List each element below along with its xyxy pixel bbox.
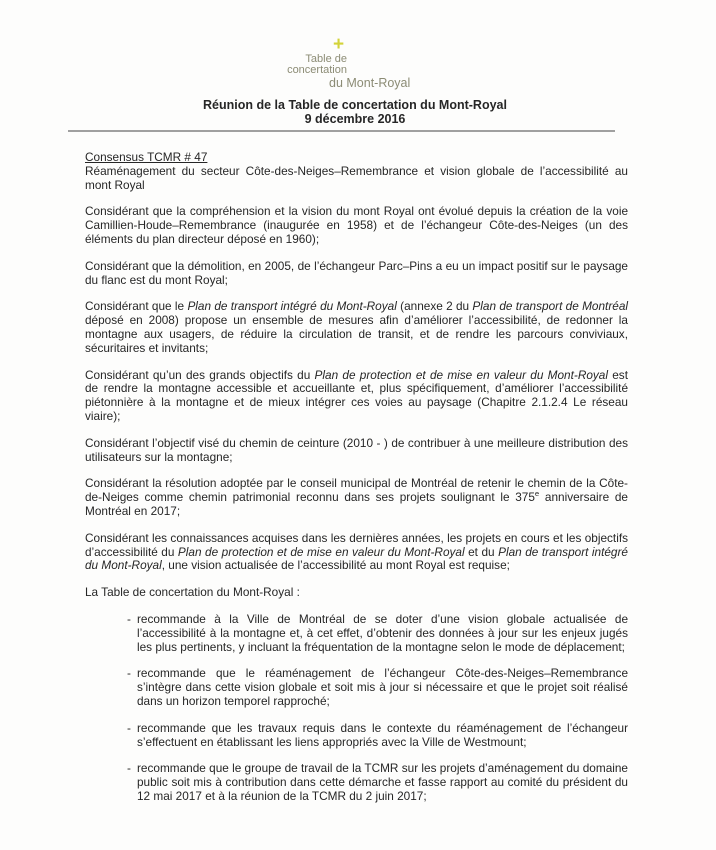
recommendation-item xyxy=(127,762,628,803)
considerant-paragraph: Considérant que la démolition, en 2005, de l’échangeur Parc–Pins a eu un impact positif sur le paysage du flanc est du mont Royal; xyxy=(85,258,628,287)
considerant-paragraph: Considérant que le Plan de transport intégré du Mont-Royal (annexe 2 du Plan de transport de Montréal déposé en 2008) propose un ensemble de mesures afin d’améliorer l’accessibilité, de redonner la montagne aux usagers, de réduire la circulation de transit, et de rendre les parcours conviviaux, sécuritaires et invitants; xyxy=(85,299,628,355)
document-body xyxy=(85,151,628,817)
recommendation-item xyxy=(127,613,628,654)
recommendation-item xyxy=(127,667,628,708)
bullet-dash: - xyxy=(127,666,131,681)
recommendations-list xyxy=(85,613,628,804)
considerant-paragraph: Considérant l’objectif visé du chemin de ceinture (2010 - ) de contribuer à une meilleure distribution des utilisateurs sur la montagne; xyxy=(85,435,628,464)
consensus-heading: Consensus TCMR # 47 xyxy=(85,150,208,164)
intro-line: La Table de concertation du Mont-Royal : xyxy=(85,585,300,600)
recommendation-text: recommande à la Ville de Montréal de se doter d’une vision globale actualisée de l’accessibilité à la montagne et, à cet effet, d’obtenir des données à jour sur les enjeux jugés les plus pertinents, y incluant la fréquentation de la montagne selon le mode de déplacement; xyxy=(137,611,628,654)
considerant-paragraph: Considérant les connaissances acquises dans les dernières années, les projets en cours et les objectifs d’accessibilité du Plan de protection et de mise en valeur du Mont-Royal et du Plan de transport intégré du Mont-Royal, une vision actualisée de l’accessibilité au mont Royal est requise; xyxy=(85,530,628,573)
considerant-paragraph: Considérant qu’un des grands objectifs du Plan de protection et de mise en valeur du Mont-Royal est de rendre la montagne accessible et accueillante et, plus spécifiquement, d’améliorer l’accessibilité piétonnière à la montagne et de mieux intégrer ces voies au paysage (Chapitre 2.1.2.4 Le réseau viaire); xyxy=(85,367,628,423)
recommendation-text: recommande que les travaux requis dans le contexte du réaménagement de l’échangeur s’effectuent en établissant les liens appropriés avec la Ville de Westmount; xyxy=(137,720,628,749)
bullet-dash: - xyxy=(127,720,131,735)
bullet-dash: - xyxy=(127,761,131,776)
horizontal-rule xyxy=(68,130,615,132)
considerant-paragraphs xyxy=(85,205,628,573)
logo-text-line-3: du Mont-Royal xyxy=(329,76,411,90)
logo-plus-icon: + xyxy=(333,34,345,55)
recommendation-text: recommande que le réaménagement de l’échangeur Côte-des-Neiges–Remembrance s’intègre dans cette vision globale et soit mis à jour si nécessaire et que le projet soit réalisé dans un horizon temporel rapproché; xyxy=(137,666,628,708)
bullet-dash: - xyxy=(127,611,131,626)
logo-text-line-2: concertation xyxy=(287,64,347,76)
logo-text-line-1: Table de xyxy=(305,53,347,65)
meeting-date: 9 décembre 2016 xyxy=(304,112,406,126)
considerant-paragraph: Considérant que la compréhension et la vision du mont Royal ont évolué depuis la création de la voie Camillien-Houde–Remembrance (inaugurée en 1958) et de l’échangeur Côte-des-Neiges (un des éléments du plan directeur déposé en 1960); xyxy=(85,204,628,246)
recommendation-text: recommande que le groupe de travail de la TCMR sur les projets d’aménagement du domaine public soit mis à contribution dans cette démarche et fasse rapport au comité du président du 12 mai 2017 et à la réunion de la TCMR du 2 juin 2017; xyxy=(137,761,628,803)
consensus-subtitle: Réaménagement du secteur Côte-des-Neiges–Remembrance et vision globale de l’accessibilité au mont Royal xyxy=(85,163,628,192)
meeting-title: Réunion de la Table de concertation du Mont-Royal xyxy=(203,98,507,112)
recommendation-item xyxy=(127,722,628,750)
considerant-paragraph: Considérant la résolution adoptée par le conseil municipal de Montréal de retenir le chemin de la Côte-de-Neiges comme chemin patrimonial reconnu dans ses projets soulignant le 375e anniversaire de Montréal en 2017; xyxy=(85,476,628,518)
